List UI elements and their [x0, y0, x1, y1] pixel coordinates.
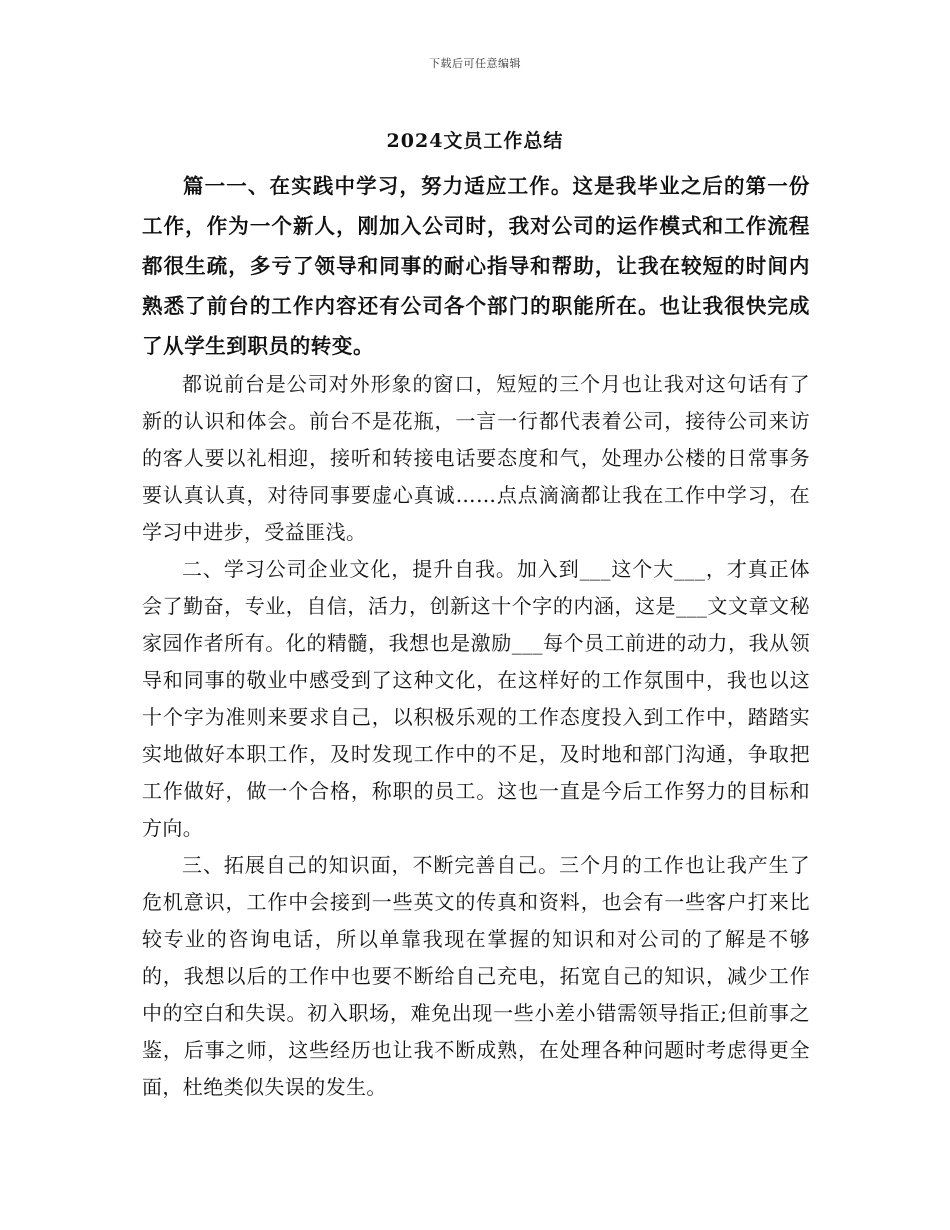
document-title: 2024文员工作总结 — [386, 130, 564, 152]
paragraph-3: 二、学习公司企业文化，提升自我。加入到___这个大___，才真正体会了勤奋，专业，自信，活力，创新这十个字的内涵，这是___文文章文秘家园作者所有。化的精髓，我想也是激励___每个员工前进的动力，我从领导和同事的敬业中感受到了这种文化，在这样好的工作氛围中，我也以这十个字为准则来要求自己，以积极乐观的工作态度投入到工作中，踏踏实实地做好本职工作，及时发现工作中的不足，及时地和部门沟通，争取把工作做好，做一个合格，称职的员工。这也一直是今后工作努力的目标和方向。 — [142, 557, 810, 840]
paragraph-4: 三、拓展自己的知识面，不断完善自己。三个月的工作也让我产生了危机意识，工作中会接到一些英文的传真和资料，也会有一些客户打来比较专业的咨询电话，所以单靠我现在掌握的知识和对公司的了解是不够的，我想以后的工作中也要不断给自己充电，拓宽自己的知识，减少工作中的空白和失误。初入职场，难免出现一些小差小错需领导指正;但前事之鉴，后事之师，这些经历也让我不断成熟，在处理各种问题时考虑得更全面，杜绝类似失误的发生。 — [142, 853, 810, 1099]
document-body — [142, 166, 810, 1106]
paragraph-2: 都说前台是公司对外形象的窗口，短短的三个月也让我对这句话有了新的认识和体会。前台不是花瓶，一言一行都代表着公司，接待公司来访的客人要以礼相迎，接听和转接电话要态度和气，处理办公楼的日常事务要认真认真，对待同事要虚心真诚……点点滴滴都让我在工作中学习，在学习中进步，受益匪浅。 — [142, 372, 810, 544]
header-note: 下载后可任意编辑 — [429, 57, 521, 70]
paragraph-1: 篇一一、在实践中学习，努力适应工作。这是我毕业之后的第一份工作，作为一个新人，刚加入公司时，我对公司的运作模式和工作流程都很生疏，多亏了领导和同事的耐心指导和帮助，让我在较短的时间内熟悉了前台的工作内容还有公司各个部门的职能所在。也让我很快完成了从学生到职员的转变。 — [142, 174, 810, 358]
